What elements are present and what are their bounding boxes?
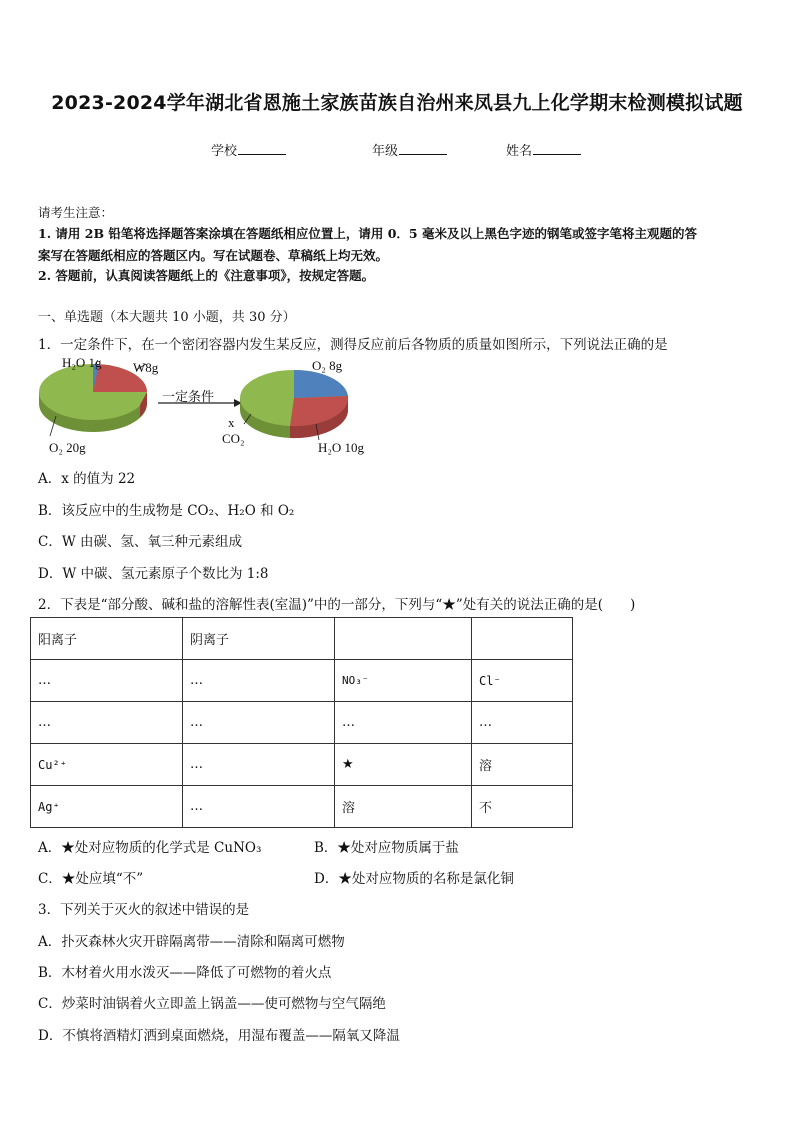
- table-row: [31, 660, 573, 702]
- school-blank: [238, 142, 286, 155]
- q3-stem: 3．下列关于灭火的叙述中错误的是: [38, 902, 250, 918]
- table-cell: …: [472, 702, 573, 744]
- q3-option-d: D．不慎将酒精灯洒到桌面燃烧，用湿布覆盖——隔氧又降温: [38, 1028, 400, 1044]
- table-cell: …: [183, 786, 335, 828]
- q2-stem: 2．下表是“部分酸、碱和盐的溶解性表(室温)”中的一部分，下列与“★”处有关的说法正确的是( ): [38, 597, 636, 613]
- table-cell: Cu²⁺: [31, 744, 183, 786]
- q2-option-c: C．★处应填“不”: [38, 871, 144, 887]
- before-h2o-label: H₂O 1g: [62, 355, 102, 370]
- notice-item-1: 1. 请用 2B 铅笔将选择题答案涂填在答题纸相应位置上，请用 0．5 毫米及以上黑色字迹的钢笔或签字笔将主观题的答: [38, 226, 697, 241]
- school-field: [211, 140, 286, 159]
- name-label: 姓名: [506, 144, 533, 159]
- name-blank: [533, 142, 581, 155]
- table-cell: 溶: [335, 786, 472, 828]
- school-label: 学校: [211, 144, 238, 159]
- table-row: [31, 744, 573, 786]
- q3-option-c: C．炒菜时油锅着火立即盖上锅盖——使可燃物与空气隔绝: [38, 996, 386, 1012]
- before-pie-chart: [39, 364, 147, 432]
- q1-option-b: B．该反应中的生成物是 CO₂、H₂O 和 O₂: [38, 503, 295, 519]
- arrow-label: 一定条件: [162, 390, 215, 405]
- table-cell: [472, 618, 573, 660]
- table-cell: 阴离子: [183, 618, 335, 660]
- table-cell: Ag⁺: [31, 786, 183, 828]
- table-row: [31, 786, 573, 828]
- name-field: [506, 140, 581, 159]
- table-cell: Cl⁻: [472, 660, 573, 702]
- grade-label: 年级: [372, 144, 399, 159]
- before-w-label: W8g: [133, 360, 159, 375]
- table-cell: 不: [472, 786, 573, 828]
- table-cell: …: [183, 744, 335, 786]
- q3-option-a: A．扑灭森林火灾开辟隔离带——清除和隔离可燃物: [38, 934, 345, 950]
- section-heading: 一、单选题（本大题共 10 小题，共 30 分）: [38, 310, 296, 325]
- notice-heading: 请考生注意：: [38, 205, 114, 220]
- q2-option-b: B．★处对应物质属于盐: [314, 840, 459, 856]
- q1-stem: 1．一定条件下，在一个密闭容器内发生某反应，测得反应前后各物质的质量如图所示，下列说法正确的是: [38, 337, 668, 353]
- q1-option-c: C．W 由碳、氢、氧三种元素组成: [38, 534, 242, 550]
- q1-option-a: A．x 的值为 22: [38, 471, 136, 487]
- grade-field: [372, 140, 447, 159]
- table-row: [31, 618, 573, 660]
- table-cell: [335, 618, 472, 660]
- grade-blank: [399, 142, 447, 155]
- notice-item-2: 2. 答题前，认真阅读答题纸上的《注意事项》，按规定答题。: [38, 268, 375, 283]
- star-cell: ★: [335, 744, 472, 786]
- table-cell: NO₃⁻: [335, 660, 472, 702]
- table-cell: 阳离子: [31, 618, 183, 660]
- table-cell: …: [31, 660, 183, 702]
- notice-item-1-cont: 案写在答题纸相应的答题区内。写在试题卷、草稿纸上均无效。: [38, 248, 389, 263]
- q1-option-d: D．W 中碳、氢元素原子个数比为 1:8: [38, 566, 269, 582]
- q3-option-b: B．木材着火用水泼灭——降低了可燃物的着火点: [38, 965, 332, 981]
- table-cell: …: [183, 702, 335, 744]
- after-o2-slice: [294, 370, 348, 398]
- table-row: [31, 702, 573, 744]
- table-cell: 溶: [472, 744, 573, 786]
- page-title: 2023-2024学年湖北省恩施土家族苗族自治州来凤县九上化学期末检测模拟试题: [51, 92, 743, 114]
- solubility-table: [30, 617, 573, 828]
- after-h2o-label: H₂O 10g: [318, 440, 365, 455]
- table-cell: …: [183, 660, 335, 702]
- table-cell: …: [335, 702, 472, 744]
- after-o2-label: O₂ 8g: [312, 358, 343, 373]
- q2-option-d: D．★处对应物质的名称是氯化铜: [314, 871, 514, 887]
- before-o2-label: O₂ 20g: [49, 440, 86, 455]
- after-co2-label: CO₂: [222, 431, 245, 446]
- table-cell: …: [31, 702, 183, 744]
- after-x-label: x: [228, 415, 235, 430]
- q2-option-a: A．★处对应物质的化学式是 CuNO₃: [38, 840, 262, 856]
- after-pie-chart: [240, 370, 348, 438]
